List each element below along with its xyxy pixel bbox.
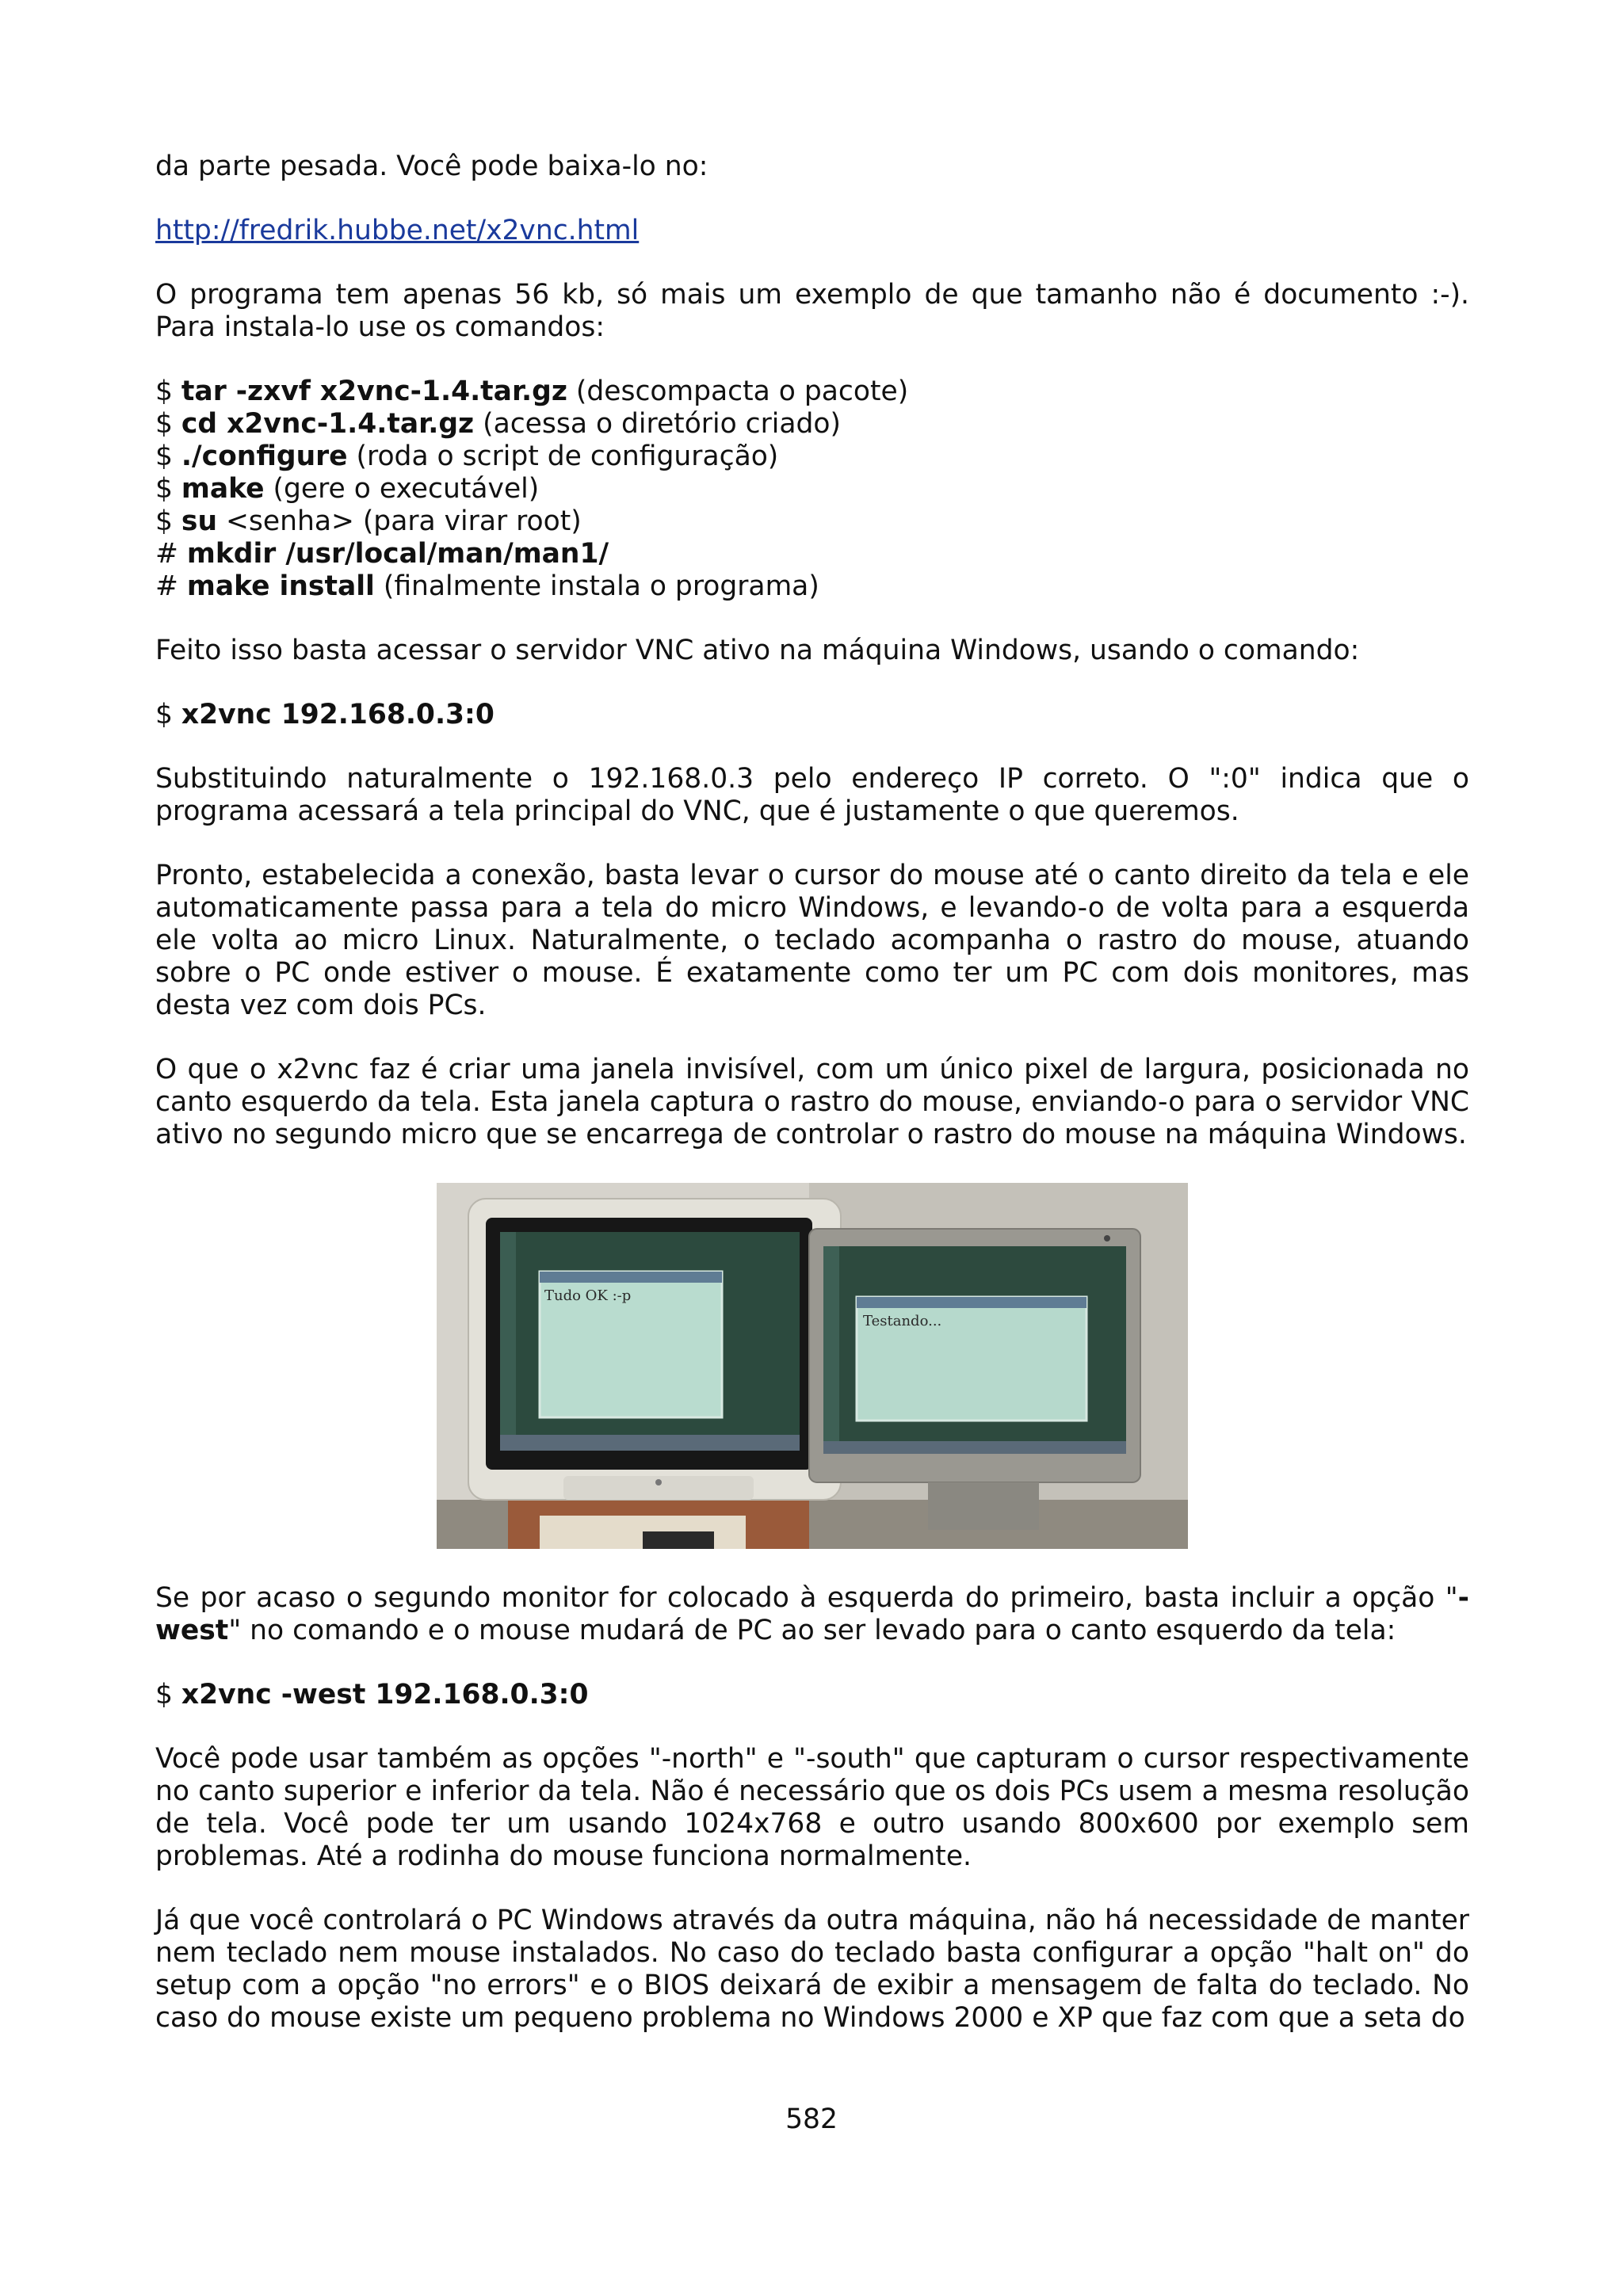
paragraph-substitute-ip: Substituindo naturalmente o 192.168.0.3 pelo endereço IP correto. O ":0" indica que o programa acessará a tela principal do VNC, que é justamente o que queremos.	[155, 763, 1469, 827]
photo-two-monitors	[437, 1183, 1188, 1549]
download-link-paragraph	[155, 215, 1469, 247]
paragraph-connection: Pronto, estabelecida a conexão, basta levar o cursor do mouse até o canto direito da tela e ele automaticamente passa para a tela do micro Windows, e levando-o de volta para a esquerda ele volta ao micro Linux. Naturalmente, o teclado acompanha o rastro do mouse, atuando sobre o PC onde estiver o mouse. É exatamente como ter um PC com dois monitores, mas desta vez com dois PCs.	[155, 860, 1469, 1021]
command-line: $ ./configure (roda o script de configuração)	[155, 441, 779, 472]
command-text: tar -zxvf x2vnc-1.4.tar.gz	[181, 376, 567, 407]
command-note: (acessa o diretório criado)	[474, 408, 841, 440]
west-option: -west	[155, 1582, 1469, 1646]
command-x2vnc: $ x2vnc 192.168.0.3:0	[155, 699, 495, 730]
paragraph-keyboard-mouse: Já que você controlará o PC Windows através da outra máquina, não há necessidade de manter nem teclado nem mouse instalados. No caso do teclado basta configurar a opção "halt on" do setup com a opção "no errors" e o BIOS deixará de exibir a mensagem de falta do teclado. No caso do mouse existe um pequeno problema no Windows 2000 e XP que faz com que a seta do	[155, 1905, 1469, 2034]
command-line: $ tar -zxvf x2vnc-1.4.tar.gz (descompacta o pacote)	[155, 376, 909, 407]
command-text: x2vnc -west 192.168.0.3:0	[181, 1679, 589, 1711]
command-text: su	[181, 505, 218, 537]
paragraph-north-south: Você pode usar também as opções "-north" e "-south" que capturam o cursor respectivamente no canto superior e inferior da tela. Não é necessário que os dois PCs usem a mesma resolução de tela. Você pode ter um usando 1024x768 e outro usando 800x600 por exemplo sem problemas. Até a rodinha do mouse funciona normalmente.	[155, 1743, 1469, 1872]
command-x2vnc-west: $ x2vnc -west 192.168.0.3:0	[155, 1679, 589, 1711]
monitors-illustration	[437, 1183, 1188, 1549]
command-note: (roda o script de configuração)	[347, 441, 779, 472]
paragraph-access-server: Feito isso basta acessar o servidor VNC ativo na máquina Windows, usando o comando:	[155, 635, 1360, 666]
command-note: (finalmente instala o programa)	[374, 570, 819, 602]
command-text: mkdir /usr/local/man/man1/	[186, 538, 609, 570]
paragraph-west-option: Se por acaso o segundo monitor for colocado à esquerda do primeiro, basta incluir a opção "-west" no comando e o mouse mudará de PC ao ser levado para o canto esquerdo da tela:	[155, 1582, 1469, 1646]
paragraph-intro: da parte pesada. Você pode baixa-lo no:	[155, 151, 708, 182]
command-line: # mkdir /usr/local/man/man1/	[155, 538, 609, 570]
command-text: cd x2vnc-1.4.tar.gz	[181, 408, 475, 440]
command-line: $ make (gere o executável)	[155, 473, 540, 505]
command-text: make install	[186, 570, 375, 602]
download-link[interactable]: http://fredrik.hubbe.net/x2vnc.html	[155, 215, 640, 246]
page-content	[155, 151, 1469, 2066]
left-screen-text: Tudo OK :-p	[544, 1287, 632, 1304]
page-number: 582	[785, 2103, 838, 2135]
command-text: ./configure	[181, 441, 348, 472]
command-text: x2vnc 192.168.0.3:0	[181, 699, 495, 730]
install-commands	[155, 376, 1469, 603]
paragraph-invisible-window: O que o x2vnc faz é criar uma janela invisível, com um único pixel de largura, posicionada no canto esquerdo da tela. Esta janela captura o rastro do mouse, enviando-o para o servidor VNC ativo no segundo micro que se encarrega de controlar o rastro do mouse na máquina Windows.	[155, 1054, 1469, 1150]
right-screen-text: Testando...	[863, 1313, 942, 1329]
command-line: # make install (finalmente instala o programa)	[155, 570, 819, 602]
command-note: (descompacta o pacote)	[567, 376, 909, 407]
command-note: (gere o executável)	[264, 473, 540, 505]
command-text: make	[181, 473, 265, 505]
paragraph-program-size: O programa tem apenas 56 kb, só mais um exemplo de que tamanho não é documento :-). Para instala-lo use os comandos:	[155, 279, 1469, 343]
command-line: $ cd x2vnc-1.4.tar.gz (acessa o diretório criado)	[155, 408, 841, 440]
command-line: $ su <senha> (para virar root)	[155, 505, 582, 537]
command-note: <senha> (para virar root)	[217, 505, 582, 537]
